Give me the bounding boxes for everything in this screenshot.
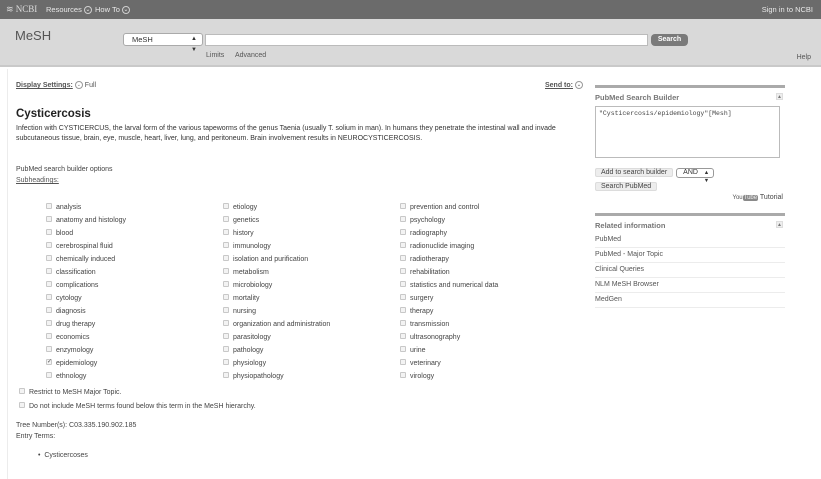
checkbox[interactable] <box>223 268 229 274</box>
subheading-option[interactable] <box>400 203 498 216</box>
chevron-down-icon: ⌄ <box>123 7 129 14</box>
subheading-option[interactable] <box>400 229 498 242</box>
checkbox[interactable] <box>223 216 229 222</box>
collapse-icon[interactable]: ▲ <box>777 222 782 228</box>
checkbox[interactable] <box>400 255 406 261</box>
checkbox[interactable] <box>46 333 52 339</box>
subheadings-column-1 <box>46 203 126 385</box>
subheading-label: prevention and control <box>410 204 480 211</box>
subheading-label: microbiology <box>233 282 273 289</box>
display-settings[interactable] <box>16 81 96 89</box>
main-content <box>7 69 585 479</box>
checkbox[interactable] <box>223 372 229 378</box>
subheading-option[interactable] <box>223 242 330 255</box>
subheading-option[interactable] <box>400 216 498 229</box>
subheading-label: rehabilitation <box>410 269 450 276</box>
related-information-panel <box>595 213 785 308</box>
subheading-option[interactable] <box>46 281 126 294</box>
checkbox[interactable] <box>223 281 229 287</box>
subheading-label: statistics and numerical data <box>410 282 499 289</box>
resources-menu[interactable] <box>46 5 92 14</box>
collapse-icon[interactable]: ▲ <box>777 94 782 100</box>
subheading-option[interactable] <box>223 307 330 320</box>
add-to-search-builder-button[interactable]: Add to search builder <box>595 168 673 177</box>
checkbox[interactable] <box>400 281 406 287</box>
checkbox[interactable] <box>46 307 52 313</box>
limits-link[interactable]: Limits <box>206 52 225 59</box>
subheading-label: mortality <box>233 295 260 302</box>
related-link-clinical-queries[interactable]: Clinical Queries <box>595 263 785 278</box>
search-button[interactable]: Search <box>651 34 688 46</box>
subheading-option[interactable] <box>223 346 330 359</box>
search-pubmed-button[interactable]: Search PubMed <box>595 182 657 191</box>
send-to-menu[interactable] <box>545 81 585 89</box>
subheading-label: ultrasonography <box>410 334 461 341</box>
builder-panel-header <box>595 93 785 103</box>
subheading-option[interactable] <box>46 229 126 242</box>
tutorial-label: Tutorial <box>759 194 783 201</box>
chevron-down-icon: ⌄ <box>576 82 582 88</box>
related-panel-title: Related information <box>595 221 666 230</box>
subheading-label: transmission <box>410 321 450 328</box>
subheadings-link[interactable]: Subheadings: <box>16 177 59 184</box>
youtube-icon <box>733 195 759 201</box>
checkbox[interactable] <box>400 294 406 300</box>
subheading-option[interactable] <box>400 255 498 268</box>
subheadings-column-3 <box>400 203 498 385</box>
ncbi-logo[interactable]: ≋ NCBI <box>6 4 38 14</box>
subheading-option[interactable] <box>400 359 498 372</box>
checkbox[interactable] <box>46 281 52 287</box>
related-link-pubmed-major-topic[interactable]: PubMed - Major Topic <box>595 248 785 263</box>
display-settings-value: Full <box>84 81 97 89</box>
subheading-label: virology <box>410 373 435 380</box>
subheading-option[interactable] <box>400 281 498 294</box>
subheading-option[interactable] <box>223 203 330 216</box>
pubmed-search-builder-panel <box>595 85 785 208</box>
tree-numbers: Tree Number(s): C03.335.190.902.185 <box>16 422 137 429</box>
subheading-option[interactable] <box>223 255 330 268</box>
checkbox[interactable] <box>46 216 52 222</box>
subheading-label: classification <box>56 269 96 276</box>
checkbox[interactable] <box>46 346 52 352</box>
subheading-option[interactable] <box>46 320 126 333</box>
subheading-label: parasitology <box>233 334 271 341</box>
tutorial-row <box>595 194 785 208</box>
checkbox[interactable] <box>19 388 25 394</box>
checkbox[interactable] <box>400 242 406 248</box>
display-settings-label: Display Settings: <box>16 81 73 89</box>
checkbox[interactable] <box>223 307 229 313</box>
subheading-option[interactable] <box>46 294 126 307</box>
checkbox[interactable] <box>46 203 52 209</box>
subheading-label: blood <box>56 230 74 237</box>
subheading-label: complications <box>56 282 99 289</box>
subheading-option[interactable] <box>400 242 498 255</box>
checkbox[interactable] <box>223 333 229 339</box>
subheading-label: radiotherapy <box>410 256 449 263</box>
youtube-tube-text: Tube <box>743 195 758 201</box>
checkbox[interactable] <box>400 372 406 378</box>
database-select-value: MeSH <box>132 35 153 44</box>
subheading-option[interactable] <box>223 281 330 294</box>
subheading-label: genetics <box>233 217 260 224</box>
subheading-label: economics <box>56 334 90 341</box>
subheading-label: radionuclide imaging <box>410 243 475 250</box>
term-description: Infection with CYSTICERCUS, the larval form of the various tapeworms of the genus Taenia (usually T. solium in man). In humans they penetrate the intestinal wall and invade subcutaneous tissue, brain, eye, muscle, heart, liver, lung, and peritoneum. Brain involvement results in NEUROCYSTICERCOSIS. <box>16 125 556 142</box>
subheading-option[interactable] <box>46 333 126 346</box>
subheading-option[interactable] <box>46 203 126 216</box>
subheading-label: epidemiology <box>56 360 98 367</box>
howto-menu[interactable] <box>95 5 130 14</box>
subheading-label: physiopathology <box>233 373 284 380</box>
subheading-option[interactable] <box>46 242 126 255</box>
checkbox[interactable] <box>46 268 52 274</box>
subheading-label: physiology <box>233 360 267 367</box>
related-link-pubmed[interactable]: PubMed <box>595 233 785 248</box>
subheading-option[interactable] <box>223 216 330 229</box>
subheading-option[interactable] <box>400 307 498 320</box>
subheading-option[interactable] <box>400 333 498 346</box>
checkbox[interactable] <box>400 203 406 209</box>
subheading-label: radiography <box>410 230 447 237</box>
ncbi-logo-text: NCBI <box>15 4 38 14</box>
database-title: MeSH <box>15 28 52 43</box>
subheading-label: cerebrospinal fluid <box>56 243 113 250</box>
checkbox[interactable] <box>400 229 406 235</box>
subheading-option[interactable] <box>46 216 126 229</box>
builder-panel-title: PubMed Search Builder <box>595 93 680 102</box>
entry-terms-label: Entry Terms: <box>16 433 56 440</box>
checkbox[interactable] <box>46 242 52 248</box>
subheading-label: ethnology <box>56 373 87 380</box>
checkbox[interactable] <box>400 268 406 274</box>
resources-label: Resources <box>46 5 82 14</box>
checkbox[interactable] <box>46 372 52 378</box>
entry-term-item: • Cysticercoses <box>38 452 88 459</box>
entry-term-text: Cysticercoses <box>44 452 88 459</box>
add-to-builder-row <box>595 167 785 184</box>
youtube-you-text: You <box>732 195 743 201</box>
checkbox[interactable] <box>19 402 25 408</box>
checkbox[interactable] <box>223 359 229 365</box>
subheading-option[interactable] <box>46 268 126 281</box>
subheading-option[interactable] <box>223 320 330 333</box>
select-arrows-icon: ▲ ▼ <box>703 170 710 184</box>
database-select[interactable] <box>123 33 203 53</box>
subheadings-column-2 <box>223 203 330 385</box>
checkbox[interactable] <box>400 216 406 222</box>
subheading-option[interactable] <box>400 294 498 307</box>
checkbox[interactable] <box>223 203 229 209</box>
subheading-option[interactable] <box>223 333 330 346</box>
restrict-major-topic-label: Restrict to MeSH Major Topic. <box>29 389 122 396</box>
builder-query-textarea[interactable]: "Cysticercosis/epidemiology"[Mesh] <box>595 106 780 158</box>
checkbox[interactable] <box>46 255 52 261</box>
operator-select[interactable] <box>676 168 714 184</box>
checkbox[interactable] <box>46 294 52 300</box>
subheading-label: urine <box>410 347 426 354</box>
no-explode-label: Do not include MeSH terms found below this term in the MeSH hierarchy. <box>29 403 256 410</box>
checkbox[interactable] <box>46 320 52 326</box>
checkbox[interactable] <box>400 333 406 339</box>
subheading-option[interactable] <box>400 346 498 359</box>
operator-select-value: AND <box>683 169 698 176</box>
subheading-label: veterinary <box>410 360 441 367</box>
subheading-label: diagnosis <box>56 308 86 315</box>
howto-label: How To <box>95 5 120 14</box>
checkbox[interactable] <box>223 242 229 248</box>
search-pubmed-row <box>595 181 785 191</box>
checkbox[interactable] <box>400 346 406 352</box>
related-link-medgen[interactable]: MedGen <box>595 293 785 308</box>
sign-in-link[interactable]: Sign in to NCBI <box>761 5 813 14</box>
subheading-label: nursing <box>233 308 256 315</box>
subheading-label: drug therapy <box>56 321 96 328</box>
subheading-label: organization and administration <box>233 321 331 328</box>
subheading-label: psychology <box>410 217 446 224</box>
checkbox[interactable] <box>400 307 406 313</box>
subheading-option[interactable] <box>400 268 498 281</box>
panel-divider <box>595 85 785 88</box>
related-link-nlm-mesh-browser[interactable]: NLM MeSH Browser <box>595 278 785 293</box>
send-to-label: Send to: <box>545 81 573 89</box>
subheading-option[interactable] <box>46 307 126 320</box>
checkbox[interactable] <box>223 255 229 261</box>
checkbox[interactable] <box>46 229 52 235</box>
subheading-label: etiology <box>233 204 258 211</box>
subheading-option[interactable] <box>223 359 330 372</box>
no-explode-option[interactable] <box>19 403 256 410</box>
chevron-down-icon: ⌄ <box>76 82 81 88</box>
subheading-label: pathology <box>233 347 264 354</box>
subheading-option[interactable] <box>46 359 126 372</box>
panel-divider <box>595 213 785 216</box>
subheading-option[interactable] <box>223 229 330 242</box>
subheading-option[interactable] <box>400 320 498 333</box>
checkbox[interactable] <box>223 320 229 326</box>
subheading-label: chemically induced <box>56 256 116 263</box>
checkbox[interactable] <box>223 346 229 352</box>
subheading-option[interactable] <box>46 346 126 359</box>
subheading-label: cytology <box>56 295 82 302</box>
checkbox[interactable] <box>223 294 229 300</box>
subheading-label: isolation and purification <box>233 256 309 263</box>
help-link[interactable]: Help <box>796 54 811 61</box>
subheading-option[interactable] <box>223 268 330 281</box>
subheading-label: immunology <box>233 243 271 250</box>
subheading-label: history <box>233 230 254 237</box>
ncbi-topbar <box>0 0 821 19</box>
youtube-tutorial-link[interactable] <box>733 194 784 201</box>
subheading-label: metabolism <box>233 269 269 276</box>
related-panel-header <box>595 221 785 231</box>
search-bar <box>0 19 821 67</box>
subheading-option[interactable] <box>46 255 126 268</box>
subheading-option[interactable] <box>223 372 330 385</box>
advanced-link[interactable]: Advanced <box>235 52 267 59</box>
subheading-label: analysis <box>56 204 82 211</box>
search-term-input[interactable] <box>205 34 648 46</box>
checkbox[interactable] <box>400 359 406 365</box>
select-arrows-icon: ▲ ▼ <box>191 36 197 53</box>
subheading-label: anatomy and histology <box>56 217 127 224</box>
subheading-option[interactable] <box>223 294 330 307</box>
checkbox[interactable] <box>400 320 406 326</box>
restrict-major-topic-option[interactable] <box>19 389 121 396</box>
subheading-option[interactable] <box>400 372 498 385</box>
checkbox[interactable] <box>223 229 229 235</box>
page-title: Cysticercosis <box>16 108 91 120</box>
subheading-label: therapy <box>410 308 434 315</box>
related-links-list <box>595 233 785 308</box>
subheading-label: surgery <box>410 295 434 302</box>
checkbox-checked[interactable]: ✓ <box>47 359 53 366</box>
chevron-down-icon: ⌄ <box>85 7 91 14</box>
subheading-label: enzymology <box>56 347 94 354</box>
subheading-option[interactable] <box>46 372 126 385</box>
builder-options-heading: PubMed search builder options <box>16 166 113 173</box>
